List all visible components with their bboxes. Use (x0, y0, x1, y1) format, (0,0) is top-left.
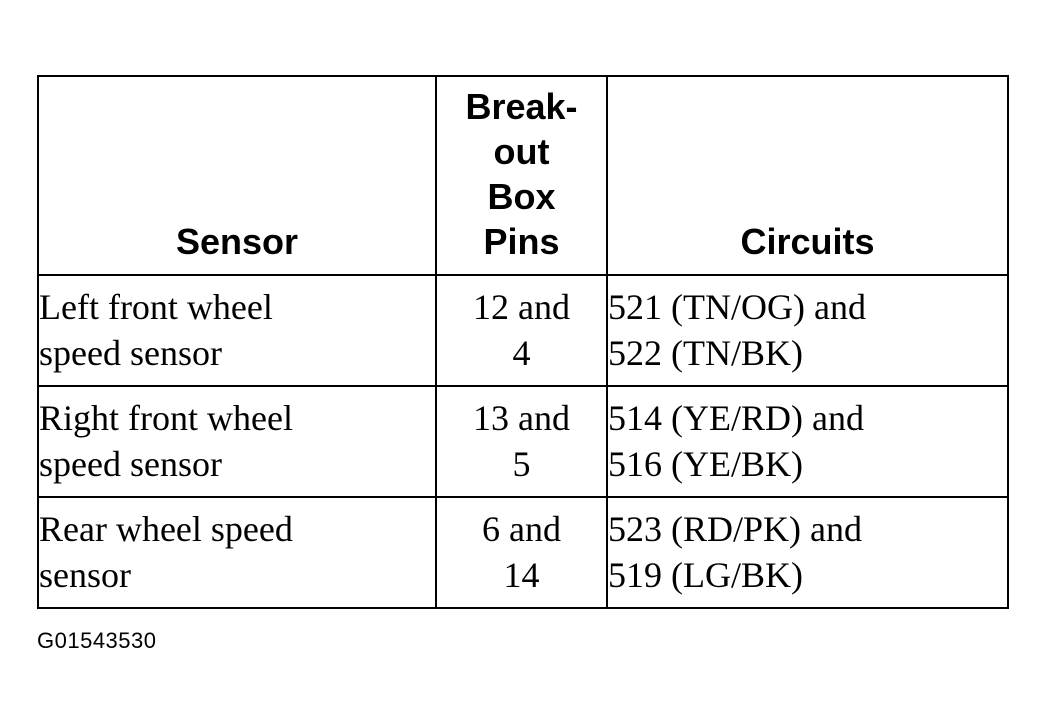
circuits-cell (607, 386, 1008, 497)
header-pins-line: Box (487, 176, 556, 217)
sensor-line: Left front wheel (39, 287, 273, 327)
breakout-box-pin-table (37, 75, 1009, 609)
pins-cell (436, 386, 607, 497)
header-circuits: Circuits (607, 76, 1008, 275)
table-row (38, 386, 1008, 497)
sensor-line: sensor (39, 555, 131, 595)
circuits-cell (607, 275, 1008, 386)
sensor-cell (38, 275, 436, 386)
circuits-line: 523 (RD/PK) and (608, 509, 862, 549)
pins-line: 4 (512, 333, 531, 373)
figure-id: G01543530 (37, 628, 157, 653)
circuits-cell (607, 497, 1008, 608)
pins-line: 6 and (482, 509, 561, 549)
sensor-line: Right front wheel (39, 398, 293, 438)
header-breakout-box-pins (436, 76, 607, 275)
circuits-line: 519 (LG/BK) (608, 555, 803, 595)
breakout-box-pin-table-container (37, 75, 1007, 607)
circuits-line: 522 (TN/BK) (608, 333, 803, 373)
sensor-cell (38, 497, 436, 608)
circuits-line: 516 (YE/BK) (608, 444, 803, 484)
circuits-line: 514 (YE/RD) and (608, 398, 864, 438)
table-row (38, 497, 1008, 608)
header-pins-line: out (493, 131, 550, 172)
sensor-line: Rear wheel speed (39, 509, 293, 549)
header-pins-line: Pins (483, 221, 560, 262)
pins-line: 14 (503, 555, 540, 595)
table-row (38, 275, 1008, 386)
sensor-line: speed sensor (39, 444, 222, 484)
sensor-line: speed sensor (39, 333, 222, 373)
pins-line: 12 and (473, 287, 570, 327)
pins-line: 5 (512, 444, 531, 484)
sensor-cell (38, 386, 436, 497)
pins-cell (436, 497, 607, 608)
circuits-line: 521 (TN/OG) and (608, 287, 866, 327)
table-header-row (38, 76, 1008, 275)
pins-line: 13 and (473, 398, 570, 438)
header-sensor: Sensor (38, 76, 436, 275)
pins-cell (436, 275, 607, 386)
header-pins-line: Break- (465, 86, 578, 127)
